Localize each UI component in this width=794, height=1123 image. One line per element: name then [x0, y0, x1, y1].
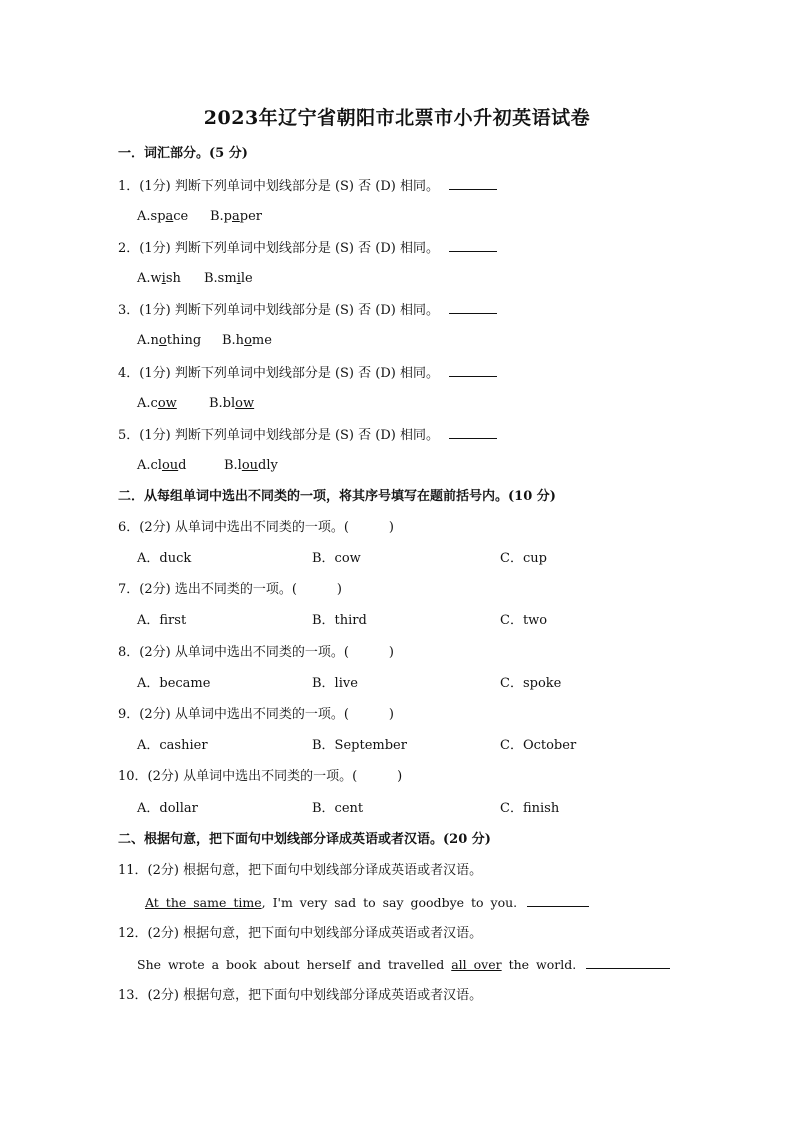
question-5-stem: 5．(1分) 判断下列单词中划线部分是 (S) 否 (D) 相同。 [118, 428, 439, 443]
q10-option-c: C．finish [500, 801, 560, 816]
question-12-sentence: She wrote a book about herself and travelled all over the world. [137, 955, 670, 975]
answer-blank-4[interactable] [449, 363, 497, 377]
question-11-sentence: At the same time, I'm very sad to say goodbye to you. [145, 893, 589, 913]
q3-option-b: B.home [222, 333, 272, 348]
q6-option-a: A．duck [137, 551, 192, 566]
question-12-stem: 12．(2分) 根据句意，把下面句中划线部分译成英语或者汉语。 [118, 926, 483, 941]
question-7: 7．(2分) 选出不同类的一项。( ) [118, 582, 342, 597]
question-6: 6．(2分) 从单词中选出不同类的一项。( ) [118, 520, 394, 535]
q10-option-b: B．cent [312, 801, 364, 816]
q9-option-c: C．October [500, 738, 577, 753]
q9-option-a: A．cashier [137, 738, 208, 753]
answer-blank-3[interactable] [449, 300, 497, 314]
q6-option-c: C．cup [500, 551, 547, 566]
q9-option-b: B．September [312, 738, 407, 753]
answer-blank-11[interactable] [527, 893, 589, 907]
q5-option-a: A.cloud [137, 458, 187, 473]
question-2 [118, 238, 497, 259]
question-9: 9．(2分) 从单词中选出不同类的一项。( ) [118, 707, 394, 722]
q8-option-c: C．spoke [500, 676, 562, 691]
section-heading-translation: 二、根据句意，把下面句中划线部分译成英语或者汉语。(20 分) [118, 832, 491, 847]
question-3-stem: 3．(1分) 判断下列单词中划线部分是 (S) 否 (D) 相同。 [118, 303, 439, 318]
question-3 [118, 300, 497, 321]
answer-blank-12[interactable] [586, 955, 670, 969]
question-1-stem: 1．(1分) 判断下列单词中划线部分是 (S) 否 (D) 相同。 [118, 179, 439, 194]
section-heading-vocabulary: 一．词汇部分。(5 分) [118, 146, 248, 161]
q11-underlined-phrase: At the same time [145, 895, 262, 910]
q4-option-b: B.blow [209, 396, 255, 411]
q7-option-a: A．first [137, 613, 187, 628]
answer-blank-2[interactable] [449, 238, 497, 252]
answer-blank-1[interactable] [449, 176, 497, 190]
q3-option-a: A.nothing [137, 333, 202, 348]
q7-option-c: C．two [500, 613, 548, 628]
q2-option-b: B.smile [204, 271, 253, 286]
q1-option-a: A.space [137, 209, 189, 224]
q8-option-b: B．live [312, 676, 358, 691]
question-4-stem: 4．(1分) 判断下列单词中划线部分是 (S) 否 (D) 相同。 [118, 366, 439, 381]
question-1 [118, 176, 497, 197]
question-8: 8．(2分) 从单词中选出不同类的一项。( ) [118, 645, 394, 660]
q2-option-a: A.wish [137, 271, 181, 286]
q12-underlined-phrase: all over [451, 957, 502, 972]
question-2-stem: 2．(1分) 判断下列单词中划线部分是 (S) 否 (D) 相同。 [118, 241, 439, 256]
page-title: 2023年辽宁省朝阳市北票市小升初英语试卷 [203, 107, 591, 129]
q5-option-b: B.loudly [224, 458, 278, 473]
section-heading-odd-one-out: 二．从每组单词中选出不同类的一项，将其序号填写在题前括号内。(10 分) [118, 489, 556, 504]
question-13-stem: 13．(2分) 根据句意，把下面句中划线部分译成英语或者汉语。 [118, 988, 483, 1003]
answer-blank-5[interactable] [449, 425, 497, 439]
question-5 [118, 425, 497, 446]
q10-option-a: A．dollar [137, 801, 198, 816]
q1-option-b: B.paper [210, 209, 263, 224]
question-10: 10．(2分) 从单词中选出不同类的一项。( ) [118, 769, 403, 784]
q7-option-b: B．third [312, 613, 367, 628]
q8-option-a: A．became [137, 676, 211, 691]
question-11-stem: 11．(2分) 根据句意，把下面句中划线部分译成英语或者汉语。 [118, 863, 483, 878]
q4-option-a: A.cow [137, 396, 177, 411]
q6-option-b: B．cow [312, 551, 361, 566]
question-4 [118, 363, 497, 384]
